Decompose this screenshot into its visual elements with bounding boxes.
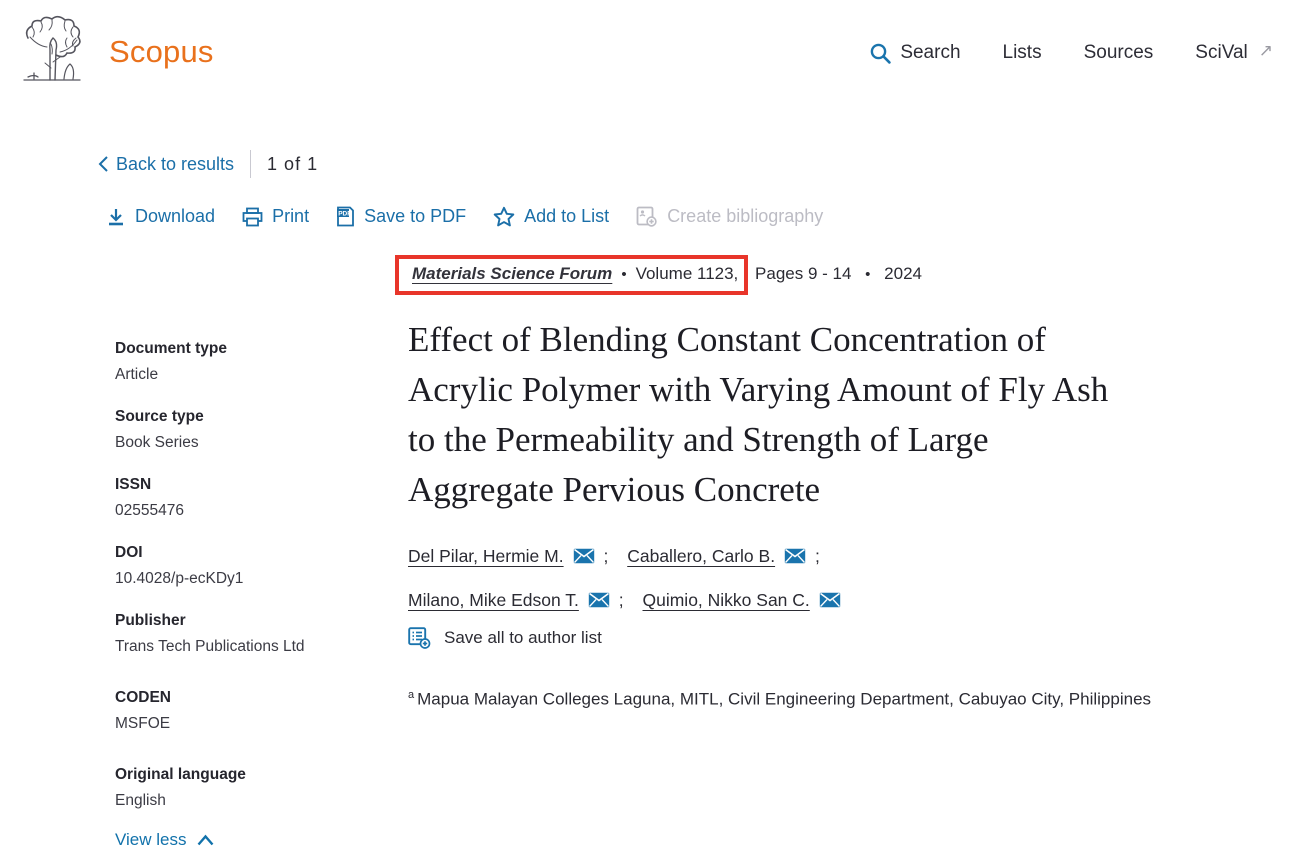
meta-value: Trans Tech Publications Ltd [115, 638, 305, 655]
nav-scival[interactable] [1195, 42, 1273, 64]
create-bibliography-icon [636, 206, 658, 227]
nav-scival-label: SciVal [1195, 42, 1248, 63]
meta-label: Source type [115, 408, 204, 425]
view-less-link[interactable] [115, 830, 371, 850]
add-to-list-label: Add to List [524, 206, 610, 226]
separator-dot: • [621, 265, 627, 283]
back-to-results-label: Back to results [116, 153, 235, 174]
nav-search[interactable] [870, 42, 960, 64]
email-icon[interactable] [573, 537, 595, 579]
search-icon [870, 43, 891, 64]
nav-sources-label: Sources [1083, 42, 1154, 63]
print-label: Print [272, 206, 310, 226]
source-title-link[interactable]: Materials Science Forum [412, 264, 613, 283]
save-author-list-icon [408, 627, 431, 649]
top-nav [870, 42, 1273, 64]
meta-doi [115, 539, 371, 592]
meta-label: ISSN [115, 476, 152, 493]
source-row [408, 255, 1293, 295]
meta-label: Publisher [115, 612, 186, 629]
meta-coden [115, 684, 371, 737]
meta-label: Document type [115, 340, 227, 357]
elsevier-tree-logo [20, 16, 84, 88]
divider [250, 150, 251, 178]
add-to-list-star-icon [493, 206, 515, 227]
download-icon [106, 207, 126, 227]
print-button[interactable] [242, 206, 309, 227]
meta-value: English [115, 792, 166, 809]
header [0, 0, 1293, 96]
back-to-results-link[interactable] [98, 154, 234, 175]
meta-label: Original language [115, 766, 246, 783]
meta-label: CODEN [115, 689, 171, 706]
nav-lists[interactable] [1003, 42, 1042, 64]
save-to-pdf-label: Save to PDF [364, 206, 467, 226]
article-column [408, 255, 1293, 710]
nav-search-label: Search [900, 42, 961, 63]
meta-value: MSFOE [115, 715, 171, 732]
document-title [408, 315, 1293, 515]
author-list [408, 535, 1293, 623]
add-to-list-button[interactable] [493, 206, 609, 227]
document-toolbar [106, 206, 1293, 227]
meta-source-type [115, 403, 371, 456]
print-icon [242, 207, 263, 227]
author-link[interactable]: Quimio, Nikko San C. [642, 590, 810, 610]
meta-issn [115, 471, 371, 524]
chevron-left-icon [98, 155, 109, 173]
create-bibliography-button[interactable] [636, 206, 823, 227]
metadata-sidebar [115, 255, 371, 850]
save-pdf-icon [336, 206, 355, 227]
view-less-label: View less [115, 830, 187, 849]
title-line: Acrylic Polymer with Varying Amount of Fly Ash [408, 370, 1109, 409]
meta-value: Article [115, 366, 159, 383]
meta-publisher [115, 607, 371, 660]
meta-label: DOI [115, 544, 143, 561]
affiliation [408, 689, 1293, 710]
download-button[interactable] [106, 206, 215, 227]
main-content [0, 255, 1293, 850]
author-separator: ; [603, 546, 609, 566]
author-separator: ; [618, 590, 624, 610]
save-to-pdf-button[interactable] [336, 206, 466, 227]
separator-dot: • [865, 266, 871, 283]
email-icon[interactable] [588, 581, 610, 623]
meta-value: Book Series [115, 434, 199, 451]
affiliation-superscript: a [408, 689, 415, 701]
brand [20, 16, 214, 88]
save-all-authors-label: Save all to author list [444, 628, 602, 647]
save-all-authors-button[interactable] [408, 627, 1293, 649]
source-volume: Volume 1123, [635, 264, 739, 283]
author-link[interactable]: Del Pilar, Hermie M. [408, 546, 564, 566]
author-link[interactable]: Caballero, Carlo B. [627, 546, 776, 566]
chevron-up-icon [197, 835, 214, 846]
author-link[interactable]: Milano, Mike Edson T. [408, 590, 579, 610]
annotation-red-box [395, 255, 748, 295]
svg-text:PDF: PDF [338, 210, 352, 218]
title-line: to the Permeability and Strength of Large [408, 420, 989, 459]
title-line: Aggregate Pervious Concrete [408, 470, 821, 509]
source-pages: Pages 9 - 14 [755, 264, 852, 283]
author-separator: ; [814, 546, 820, 566]
external-link-icon: ↗ [1258, 41, 1273, 60]
title-line: Effect of Blending Constant Concentration of [408, 320, 1046, 359]
result-pagination: 1 of 1 [267, 153, 319, 174]
affiliation-text: Mapua Malayan Colleges Laguna, MITL, Civil Engineering Department, Cabuyao City, Philippines [417, 689, 1152, 709]
create-bibliography-label: Create bibliography [667, 206, 824, 226]
email-icon[interactable] [819, 581, 841, 623]
meta-document-type [115, 335, 371, 388]
meta-value: 10.4028/p-ecKDy1 [115, 570, 244, 587]
download-label: Download [135, 206, 216, 226]
nav-sources[interactable] [1084, 42, 1154, 64]
meta-original-language [115, 761, 371, 814]
email-icon[interactable] [784, 537, 806, 579]
scopus-wordmark: Scopus [109, 34, 214, 69]
nav-lists-label: Lists [1002, 42, 1042, 63]
source-year: 2024 [884, 264, 922, 283]
meta-value: 02555476 [115, 502, 184, 519]
breadcrumb [98, 150, 1293, 178]
